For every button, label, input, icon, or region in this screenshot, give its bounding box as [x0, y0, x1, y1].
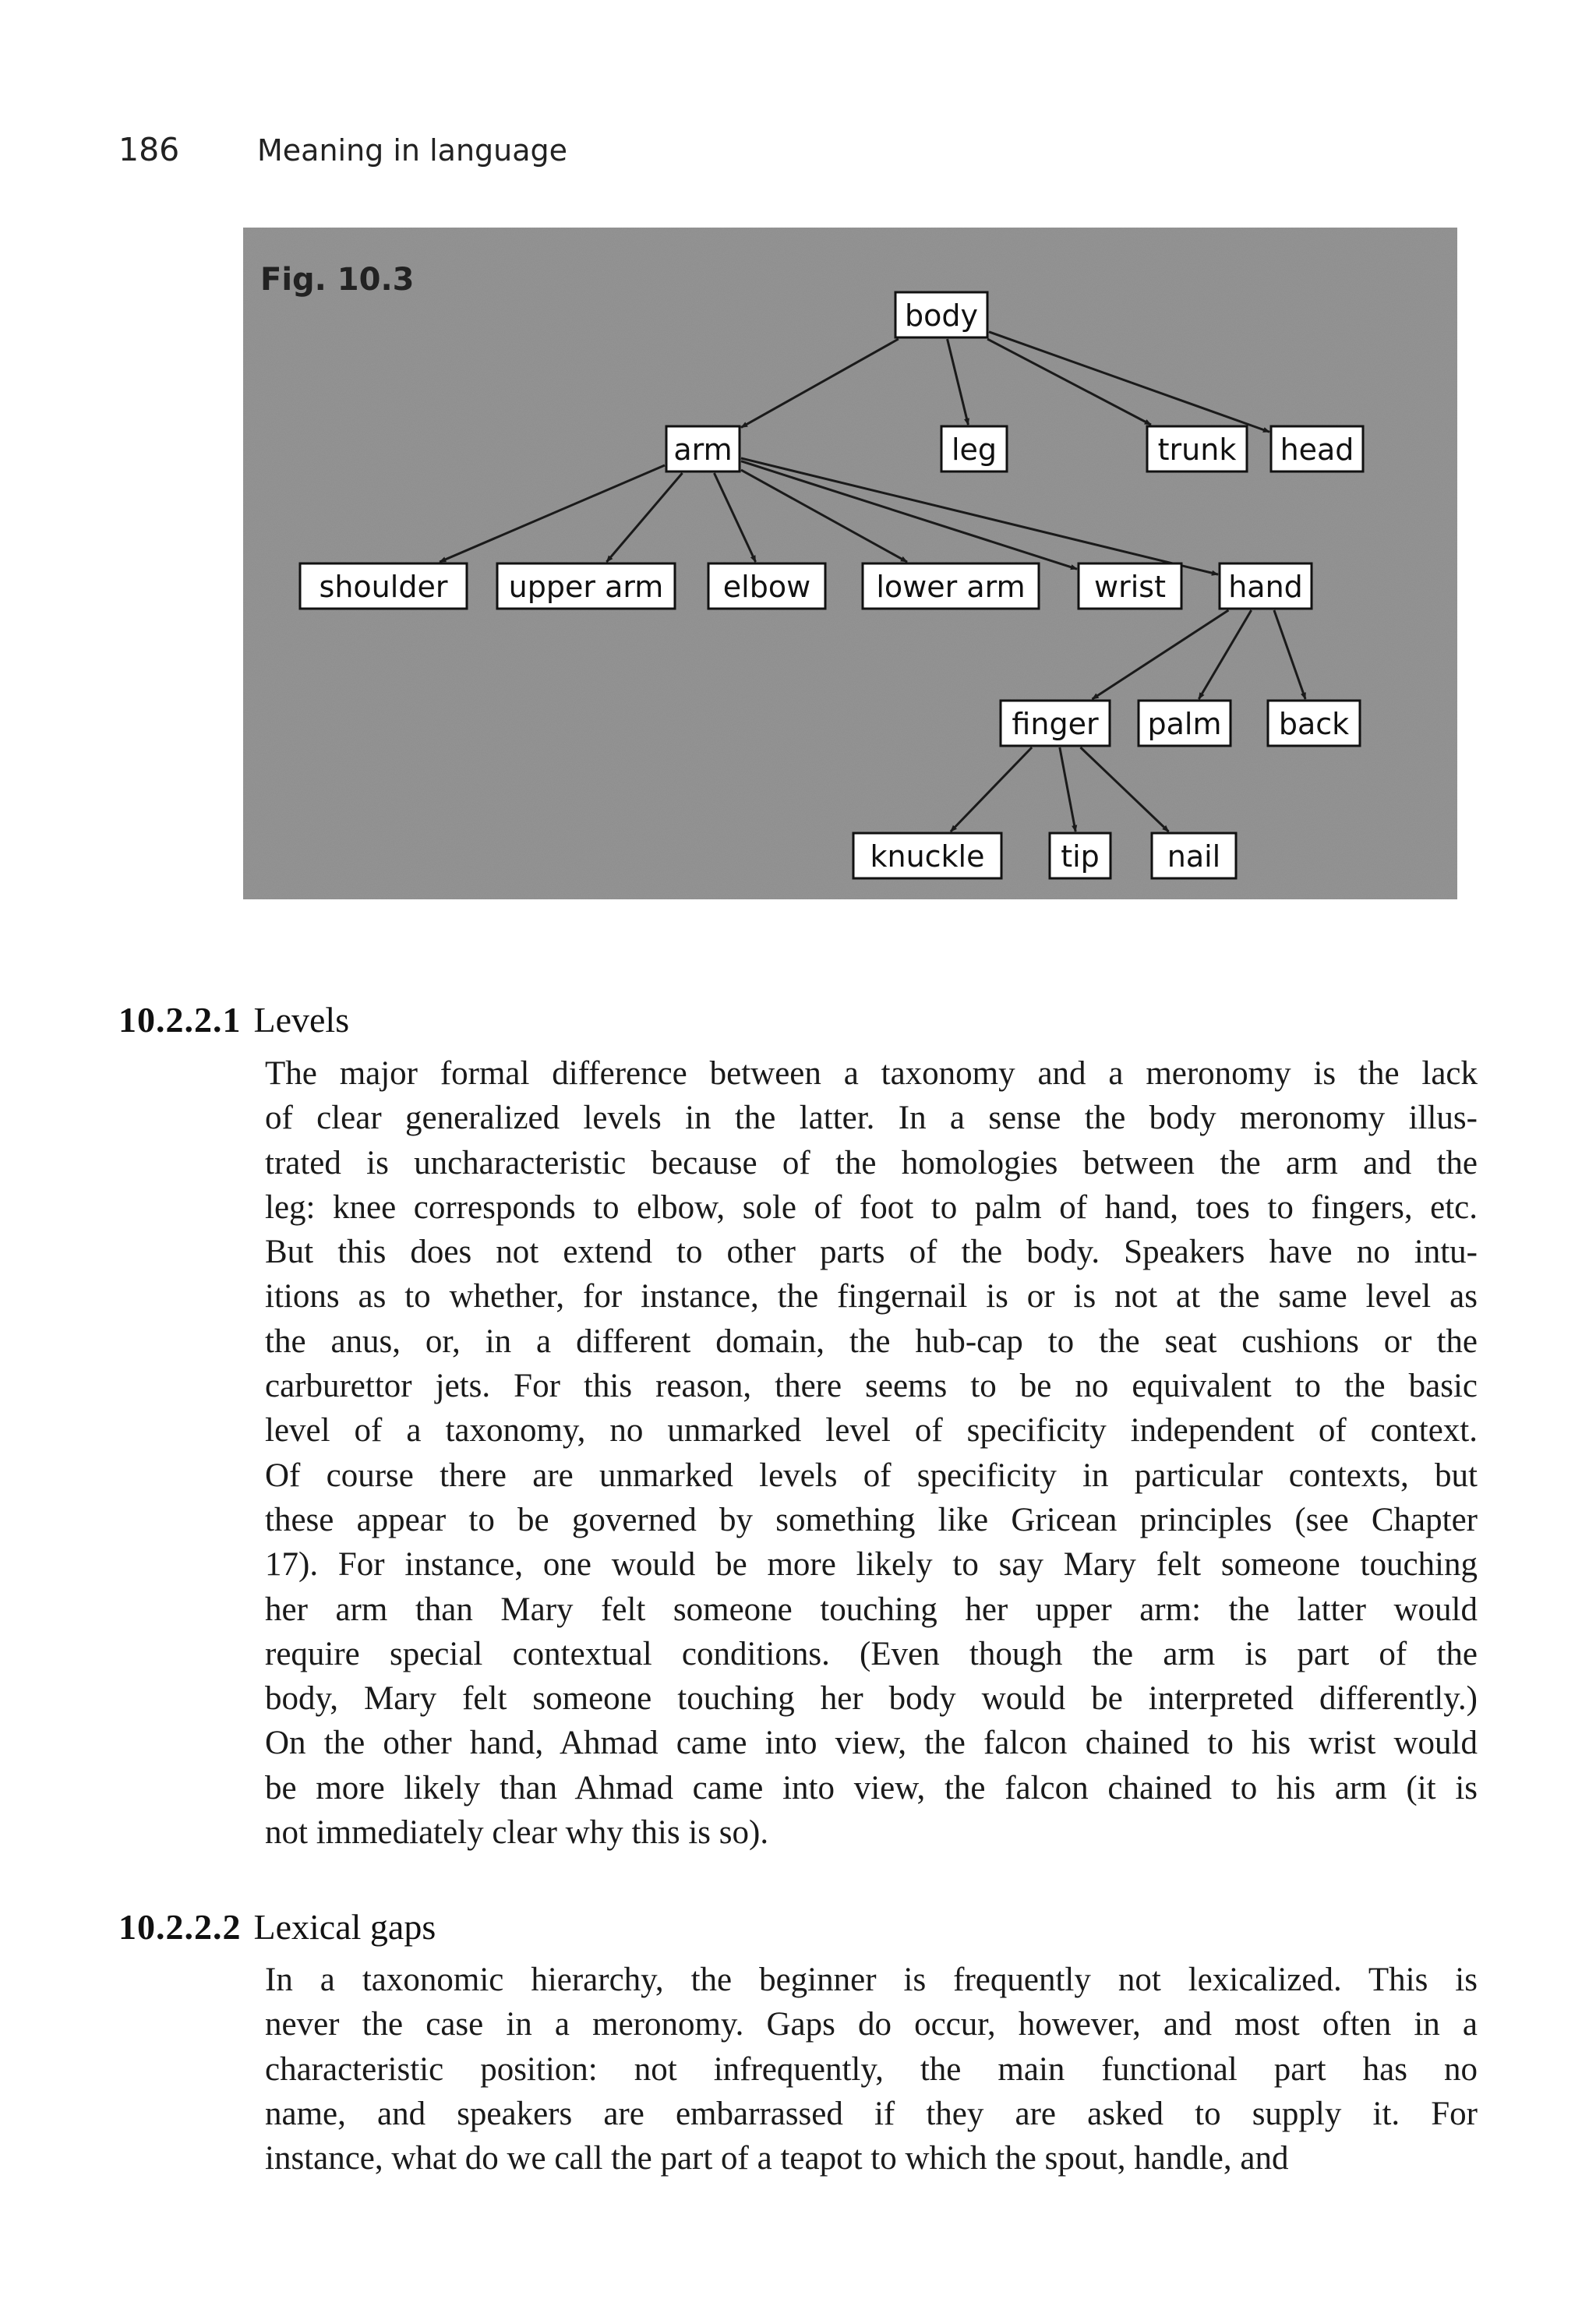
section-heading-levels: [118, 999, 349, 1040]
node-label: trunk: [1157, 433, 1237, 467]
page-number: 186: [118, 131, 180, 168]
figure-label: Fig. 10.3: [260, 262, 415, 298]
node-trunk: [1147, 426, 1247, 471]
node-wrist: [1079, 563, 1181, 609]
node-label: hand: [1228, 570, 1303, 604]
node-label: back: [1278, 707, 1350, 741]
text-line: trated is uncharacteristic because of the homologies between the arm and the: [265, 1144, 1478, 1181]
text-line: Of course there are unmarked levels of specificity in particular contexts, but: [265, 1457, 1478, 1494]
text-line: characteristic position: not infrequently, the main functional part has no: [265, 2050, 1478, 2088]
text-line: be more likely than Ahmad came into view, the falcon chained to his arm (it is: [265, 1769, 1478, 1806]
text-line: her arm than Mary felt someone touching her upper arm: the latter would: [265, 1591, 1478, 1628]
section-title: Levels: [253, 1000, 350, 1040]
section-heading-lexical-gaps: [118, 1906, 436, 1948]
text-line: body, Mary felt someone touching her body would be interpreted differently.): [265, 1680, 1478, 1718]
text-line: carburettor jets. For this reason, there seems to be no equivalent to the basic: [265, 1368, 1478, 1405]
node-label: head: [1280, 433, 1354, 467]
node-back: [1268, 701, 1360, 746]
node-label: leg: [951, 433, 998, 467]
text-line: these appear to be governed by something like Gricean principles (see Chapter: [265, 1501, 1478, 1538]
node-finger: [1001, 701, 1110, 746]
node-elbow: [708, 563, 825, 609]
text-line: name, and speakers are embarrassed if they are asked to supply it. For: [265, 2095, 1478, 2132]
text-line: On the other hand, Ahmad came into view, the falcon chained to his wrist would: [265, 1725, 1478, 1762]
node-palm: [1139, 701, 1231, 746]
node-nail: [1152, 833, 1236, 878]
text-line: In a taxonomic hierarchy, the beginner is frequently not lexicalized. This is: [265, 1962, 1478, 1998]
text-line: of clear generalized levels in the latter. In a sense the body meronomy illus-: [265, 1100, 1478, 1137]
node-label: shoulder: [319, 570, 448, 604]
paragraph-levels: [265, 1051, 1478, 1855]
node-label: lower arm: [876, 570, 1026, 604]
running-title: Meaning in language: [257, 133, 568, 168]
node-label: nail: [1167, 839, 1221, 874]
text-line: level of a taxonomy, no unmarked level of specificity independent of context.: [265, 1412, 1478, 1450]
node-label: tip: [1061, 839, 1100, 874]
text-line: itions as to whether, for instance, the fingernail is or is not at the same level as: [265, 1278, 1478, 1315]
text-line: require special contextual conditions. (Even though the arm is part of the: [265, 1635, 1478, 1672]
node-label: wrist: [1094, 570, 1166, 604]
section-title: Lexical gaps: [253, 1907, 436, 1947]
node-label: finger: [1012, 707, 1099, 741]
node-upper-arm: [497, 563, 675, 609]
node-body: [895, 292, 987, 337]
text-line: leg: knee corresponds to elbow, sole of foot to palm of hand, toes to fingers, etc.: [265, 1188, 1478, 1226]
text-line: The major formal difference between a taxonomy and a meronomy is the lack: [265, 1055, 1478, 1092]
node-label: palm: [1147, 707, 1222, 741]
node-label: arm: [673, 433, 733, 467]
section-number: 10.2.2.1: [118, 1000, 242, 1040]
node-label: knuckle: [870, 839, 985, 874]
section-number: 10.2.2.2: [118, 1907, 242, 1947]
text-line: not immediately clear why this is so).: [265, 1814, 769, 1852]
text-line: never the case in a meronomy. Gaps do occur, however, and most often in a: [265, 2006, 1478, 2043]
node-tip: [1050, 833, 1110, 878]
node-lower-arm: [863, 563, 1039, 609]
node-arm: [666, 426, 740, 471]
node-knuckle: [853, 833, 1001, 878]
node-label: elbow: [722, 570, 811, 604]
running-head: [118, 131, 567, 178]
paragraph-lexical-gaps: [265, 1958, 1478, 2181]
meronomy-diagram: [243, 228, 1457, 899]
node-shoulder: [300, 563, 467, 609]
figure-body-meronomy: [243, 228, 1457, 899]
text-line: 17). For instance, one would be more likely to say Mary felt someone touching: [265, 1546, 1478, 1584]
node-label: upper arm: [508, 570, 664, 604]
text-line: But this does not extend to other parts of the body. Speakers have no intu-: [265, 1234, 1478, 1271]
node-leg: [941, 426, 1007, 471]
text-line: instance, what do we call the part of a teapot to which the spout, handle, and: [265, 2140, 1289, 2177]
text-line: the anus, or, in a different domain, the hub-cap to the seat cushions or the: [265, 1323, 1478, 1360]
node-hand: [1220, 563, 1312, 609]
node-head: [1271, 426, 1363, 471]
node-label: body: [905, 298, 978, 333]
